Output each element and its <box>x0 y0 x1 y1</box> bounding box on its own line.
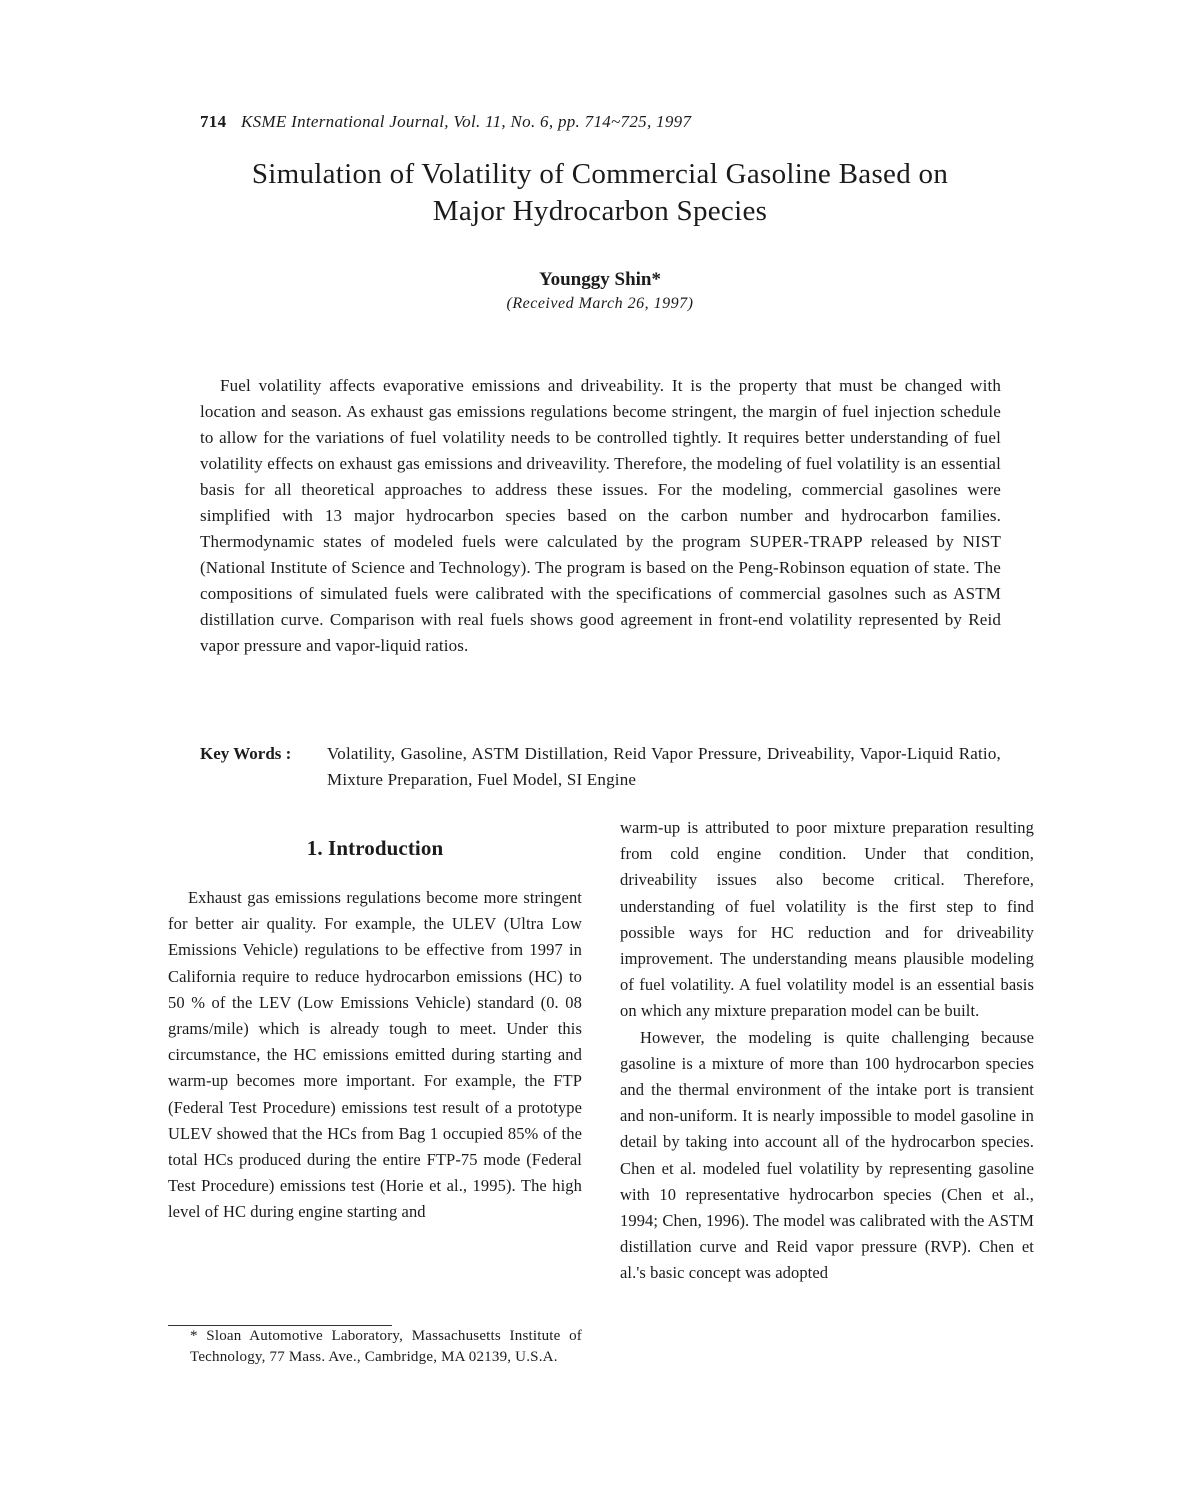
intro-paragraph-1-continued: warm-up is attributed to poor mixture preparation resulting from cold engine condition. Under that condition, driveability issues also become critical. Therefore, understanding of fuel volatility is the first step to find possible ways for HC reduction and for driveability improvement. The understanding means plausible modeling of fuel volatility. A fuel volatility model is an essential basis on which any mixture preparation model can be built. <box>620 818 1034 1021</box>
right-column <box>620 815 1034 1287</box>
intro-paragraph-1: Exhaust gas emissions regulations become more stringent for better air quality. For example, the ULEV (Ultra Low Emissions Vehicle) regulations to be effective from 1997 in California require to reduce hydrocarbon emissions (HC) to 50 % of the LEV (Low Emissions Vehicle) standard (0. 08 grams/mile) which is already tough to meet. Under this circumstance, the HC emissions emitted during starting and warm-up becomes more important. For example, the FTP (Federal Test Procedure) emissions test result of a prototype ULEV showed that the HCs from Bag 1 occupied 85% of the total HCs produced during the entire FTP-75 mode (Federal Test Procedure) emissions test (Horie et al., 1995). The high level of HC during engine starting and <box>168 888 582 1222</box>
page-number: 714 <box>200 112 227 131</box>
author-affiliation-footnote: * Sloan Automotive Laboratory, Massachusetts Institute of Technology, 77 Mass. Ave., Cambridge, MA 02139, U.S.A. <box>190 1328 582 1365</box>
received-date: (Received March 26, 1997) <box>506 295 694 312</box>
title-line-2: Major Hydrocarbon Species <box>432 195 768 227</box>
left-column <box>168 834 582 1226</box>
keywords <box>200 741 1001 793</box>
author-name: Younggy Shin* <box>539 269 661 290</box>
title-line-1: Simulation of Volatility of Commercial Gasoline Based on <box>251 158 949 190</box>
keywords-label: Key Words : <box>200 744 292 763</box>
intro-paragraph-2: However, the modeling is quite challenging because gasoline is a mixture of more than 100 hydrocarbon species and the thermal environment of the intake port is transient and non-uniform. It is nearly impossible to model gasoline in detail by taking into account all of the hydrocarbon species. Chen et al. modeled fuel volatility by representing gasoline with 10 representative hydrocarbon species (Chen et al., 1994; Chen, 1996). The model was calibrated with the ASTM distillation curve and Reid vapor pressure (RVP). Chen et al.'s basic concept was adopted <box>620 1027 1034 1283</box>
paper-title <box>150 156 1050 230</box>
keywords-text: Volatility, Gasoline, ASTM Distillation, Reid Vapor Pressure, Driveability, Vapor-Liquid Ratio, Mixture Preparation, Fuel Model, SI Engine <box>327 744 1001 789</box>
running-head <box>200 112 691 132</box>
journal-citation: KSME International Journal, Vol. 11, No. 6, pp. 714~725, 1997 <box>240 112 692 131</box>
section-heading-introduction: 1. Introduction <box>306 836 444 860</box>
abstract: Fuel volatility affects evaporative emissions and driveability. It is the property that must be changed with location and season. As exhaust gas emissions regulations become stringent, the margin of fuel injection schedule to allow for the variations of fuel volatility needs to be controlled tightly. It requires better understanding of fuel volatility effects on exhaust gas emissions and driveavility. Therefore, the modeling of fuel volatility is an essential basis for all theoretical approaches to address these issues. For the modeling, commercial gasolines were simplified with 13 major hydrocarbon species based on the carbon number and hydrocarbon families. Thermodynamic states of modeled fuels were calculated by the program SUPER-TRAPP released by NIST (National Institute of Science and Technology). The program is based on the Peng-Robinson equation of state. The compositions of simulated fuels were calibrated with the specifications of commercial gasolnes such as ASTM distillation curve. Comparison with real fuels shows good agreement in front-end volatility represented by Reid vapor pressure and vapor-liquid ratios. <box>200 376 1001 655</box>
